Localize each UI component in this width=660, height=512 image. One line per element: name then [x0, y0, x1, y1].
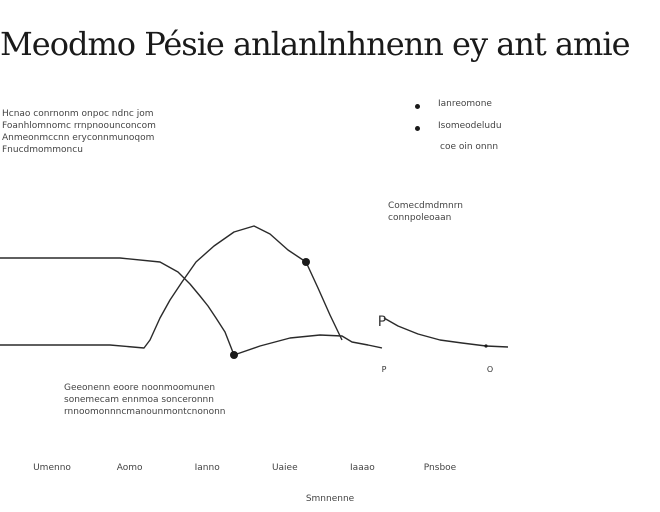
axis-tick-label: P: [381, 365, 387, 374]
data-point: [484, 344, 487, 347]
x-tick-label: Uaiee: [271, 463, 298, 473]
x-tick-label: Aomo: [116, 463, 143, 473]
legend-label: Isomeodeludu: [438, 121, 502, 131]
caption-paragraph: Geeonenn eoore noonmoomunen sonemecam ennmoa sonceronnn rnnoomonnncmanounmontcnononn: [64, 383, 226, 417]
legend-subtext: coe oin onnn: [440, 142, 499, 152]
annotation-text: Comecdmdmnrn connpoleoaan: [388, 201, 463, 223]
legend-label: Ianreomone: [438, 99, 492, 109]
x-tick-label: Umenno: [33, 463, 71, 473]
intro-paragraph: Hcnao conrnonm onpoc ndnc jom Foanhlomnomc rrnpnoounconcom Anmeonmccnn eryconnmunoqom Fnucdmommoncu: [2, 109, 156, 155]
x-tick-label: Ianno: [194, 463, 220, 473]
x-tick-label: Pnsboe: [423, 463, 457, 473]
series-line-4: [384, 318, 508, 347]
data-point: [302, 258, 310, 266]
x-axis-label: Smnnenne: [305, 494, 355, 504]
series-line-2: [0, 226, 342, 348]
chart-title: Meodmo Pésie anlanlnhnenn ey ant amie: [0, 25, 630, 63]
axis-tick-label: O: [486, 365, 494, 374]
axis-tick-label: P: [377, 314, 387, 330]
series-line-1: [0, 258, 234, 355]
series-line-3: [234, 335, 382, 355]
data-point: [230, 351, 238, 359]
x-tick-label: Iaaao: [350, 463, 375, 473]
